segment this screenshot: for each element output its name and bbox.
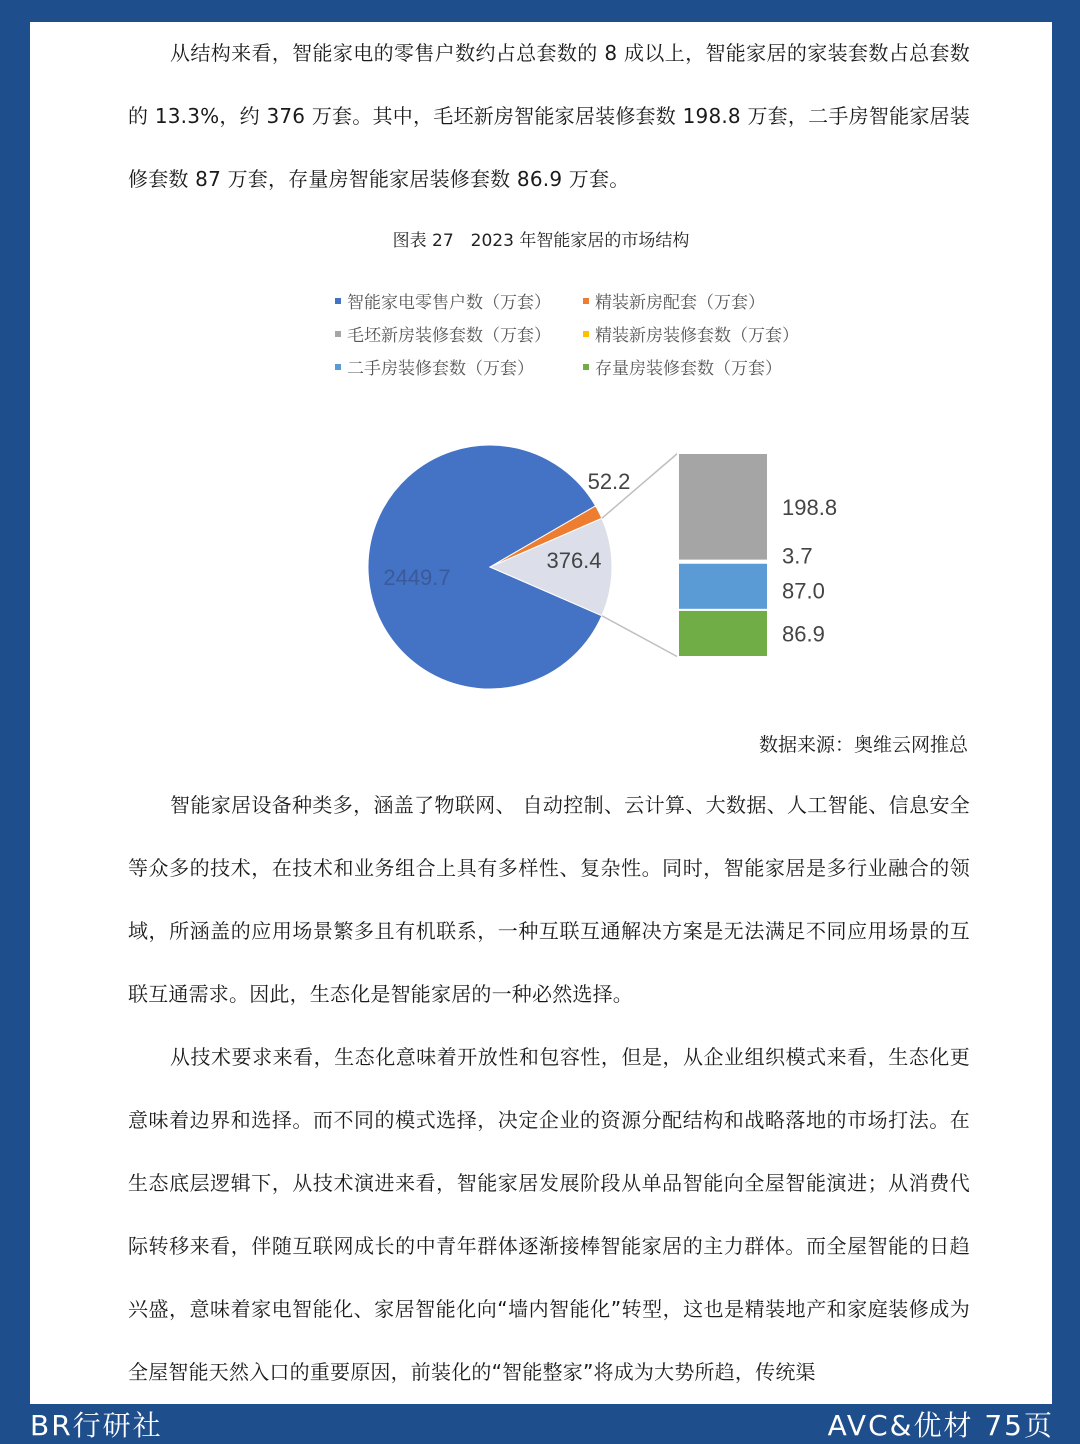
- legend-label: 精装新房配套（万套）: [595, 293, 765, 313]
- chart-legend: [335, 284, 855, 383]
- bar-data-label: 198.8: [782, 494, 838, 520]
- legend-row: [335, 317, 855, 350]
- connector-line: [602, 616, 678, 657]
- legend-item: [583, 350, 782, 383]
- bar-segment: [678, 563, 768, 610]
- legend-swatch: [583, 364, 589, 370]
- paragraph-market-structure: 从结构来看，智能家电的零售户数约占总套数的 8 成以上，智能家居的家装套数占总套数的 13.3%，约 376 万套。其中，毛坯新房智能家居装修套数 198.8 万套，二手房智能家居装修套数 87 万套，存量房智能家居装修套数 86.9 万套。: [128, 41, 970, 191]
- legend-label: 二手房装修套数（万套）: [347, 359, 534, 379]
- chart-source: 数据来源：奥维云网推总: [758, 734, 968, 756]
- legend-row: [335, 350, 855, 383]
- legend-label: 精装新房装修套数（万套）: [595, 326, 799, 346]
- legend-item: [583, 284, 765, 317]
- bar-segment: [678, 610, 768, 657]
- bar-data-label: 86.9: [782, 621, 825, 647]
- legend-item: [335, 317, 575, 350]
- paragraph-ecosystem: 智能家居设备种类多，涵盖了物联网、 自动控制、云计算、大数据、人工智能、信息安全等众多的技术，在技术和业务组合上具有多样性、复杂性。同时，智能家居是多行业融合的领域，所涵盖的应用场景繁多且有机联系，一种互联互通解决方案是无法满足不同应用场景的互联互通需求。因此，生态化是智能家居的一种必然选择。: [128, 793, 970, 1006]
- chart-caption: 图表 27 2023 年智能家居的市场结构: [392, 231, 690, 251]
- pie-data-label: 52.2: [587, 469, 631, 494]
- legend-swatch: [583, 298, 589, 304]
- legend-item: [335, 350, 575, 383]
- legend-label: 存量房装修套数（万套）: [595, 359, 782, 379]
- legend-swatch: [583, 331, 589, 337]
- footer-brand: BR行研社: [30, 1409, 163, 1442]
- legend-row: [335, 284, 855, 317]
- footer-page-info: AVC&优材 75页: [827, 1409, 1054, 1442]
- legend-swatch: [335, 298, 341, 304]
- page-footer: [0, 1404, 1080, 1443]
- bar-segment: [678, 453, 768, 561]
- legend-item: [335, 284, 575, 317]
- legend-swatch: [335, 331, 341, 337]
- pie-of-pie-chart: [30, 417, 1052, 707]
- bar-data-label: 87.0: [782, 578, 825, 604]
- paragraph-technology: 从技术要求来看，生态化意味着开放性和包容性，但是，从企业组织模式来看，生态化更意味着边界和选择。而不同的模式选择，决定企业的资源分配结构和战略落地的市场打法。在生态底层逻辑下，从技术演进来看，智能家居发展阶段从单品智能向全屋智能演进；从消费代际转移来看，伴随互联网成长的中青年群体逐渐接棒智能家居的主力群体。而全屋智能的日趋兴盛，意味着家电智能化、家居智能化向“墙内智能化”转型，这也是精装地产和家庭装修成为全屋智能天然入口的重要原因，前装化的“智能整家”将成为大势所趋，传统渠: [128, 1045, 970, 1384]
- pie-data-label: 376.4: [546, 548, 602, 573]
- legend-swatch: [335, 364, 341, 370]
- legend-label: 智能家电零售户数（万套）: [347, 293, 551, 313]
- pie-data-label: 2449.7: [383, 565, 451, 590]
- legend-item: [583, 317, 799, 350]
- legend-label: 毛坯新房装修套数（万套）: [347, 326, 551, 346]
- bar-data-label: 3.7: [782, 543, 813, 569]
- document-page: [30, 22, 1052, 1404]
